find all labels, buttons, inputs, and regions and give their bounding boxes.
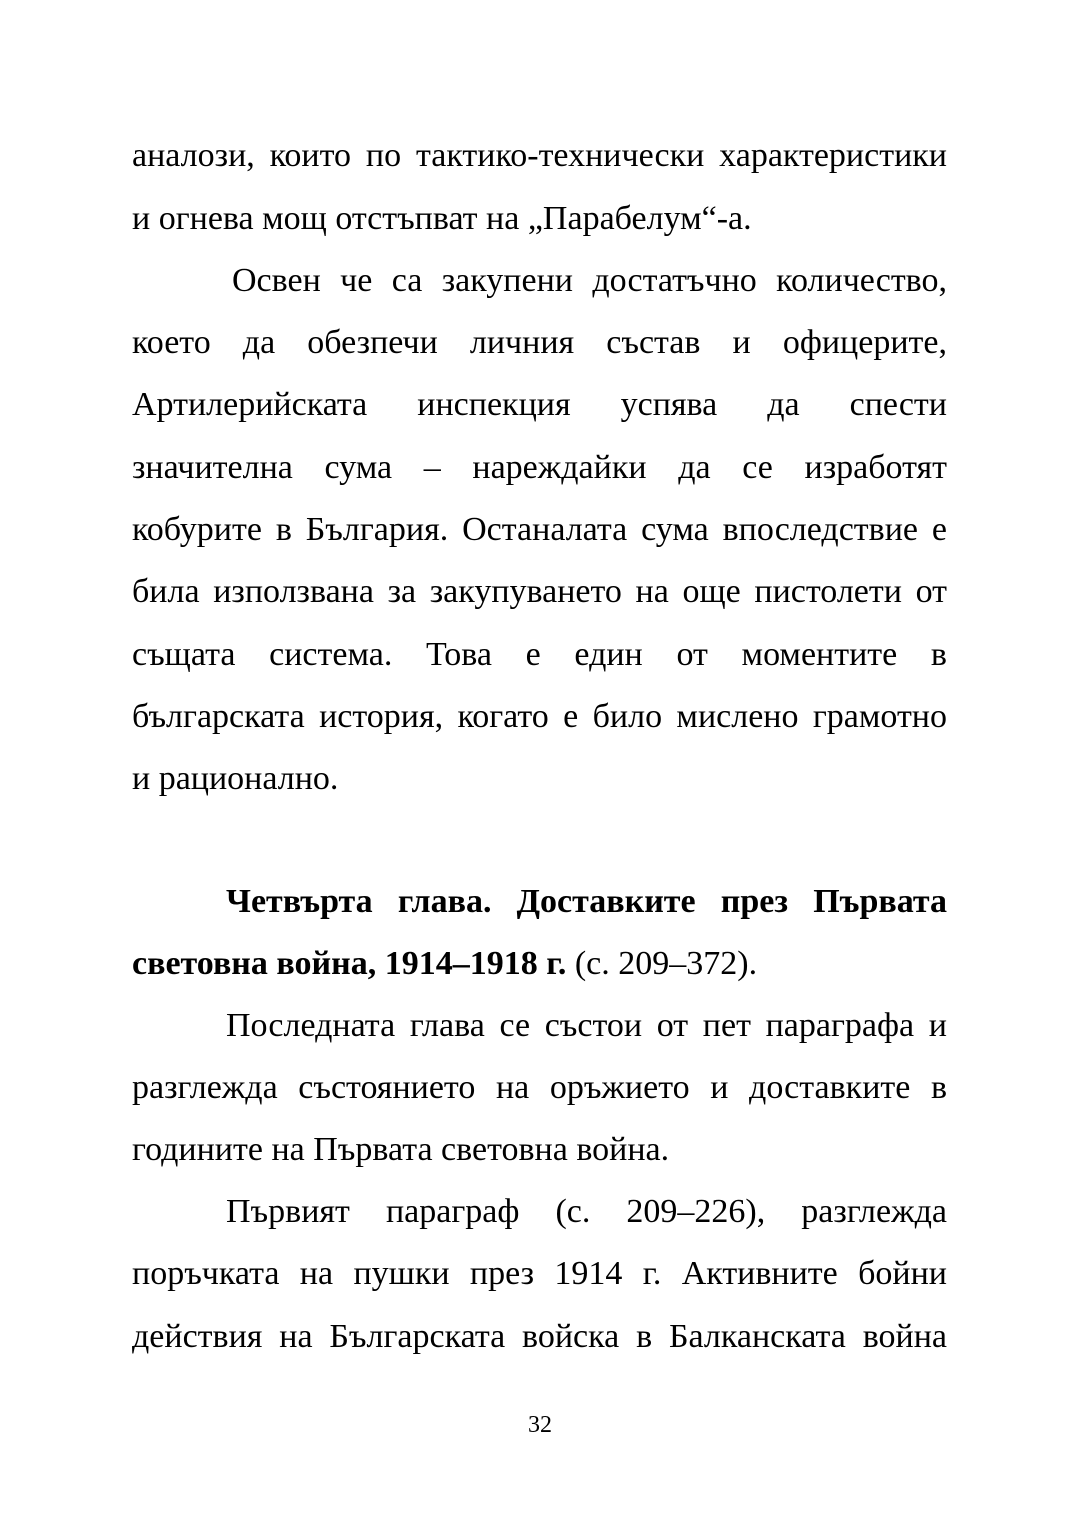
body-line: аналози, които по тактико-технически характеристики xyxy=(132,137,947,174)
body-line: което да обезпечи личния състав и офицерите, xyxy=(132,324,947,361)
body-line: действия на Българската войска в Балканската война xyxy=(132,1318,947,1355)
chapter-heading-bold: световна война, 1914–1918 г. xyxy=(132,945,567,982)
body-line: разглежда състоянието на оръжието и доставките в xyxy=(132,1069,947,1106)
body-line: била използвана за закупуването на още пистолети от xyxy=(132,573,947,610)
body-line: и рационално. xyxy=(132,760,339,797)
body-line: Първият параграф (с. 209–226), разглежда xyxy=(226,1193,947,1230)
body-line: Освен че са закупени достатъчно количество, xyxy=(232,262,947,299)
body-line: Артилерийската инспекция успява да спести xyxy=(132,386,947,423)
body-line: българската история, когато е било мислено грамотно xyxy=(132,698,947,735)
page-number: 32 xyxy=(528,1412,552,1438)
body-line: кобурите в България. Останалата сума впоследствие е xyxy=(132,511,947,548)
body-line: поръчката на пушки през 1914 г. Активните бойни xyxy=(132,1255,947,1292)
body-line: същата система. Това е един от моментите в xyxy=(132,636,947,673)
body-line: значителна сума – нареждайки да се изработят xyxy=(132,449,947,486)
chapter-pages: (с. 209–372). xyxy=(566,945,758,982)
body-line: Последната глава се състои от пет параграфа и xyxy=(226,1007,947,1044)
chapter-heading-line: Четвърта глава. Доставките през Първата xyxy=(226,883,947,920)
body-line: годините на Първата световна война. xyxy=(132,1131,670,1168)
body-line: и огнева мощ отстъпват на „Парабелум“-а. xyxy=(132,200,752,237)
chapter-heading-line xyxy=(132,944,947,984)
